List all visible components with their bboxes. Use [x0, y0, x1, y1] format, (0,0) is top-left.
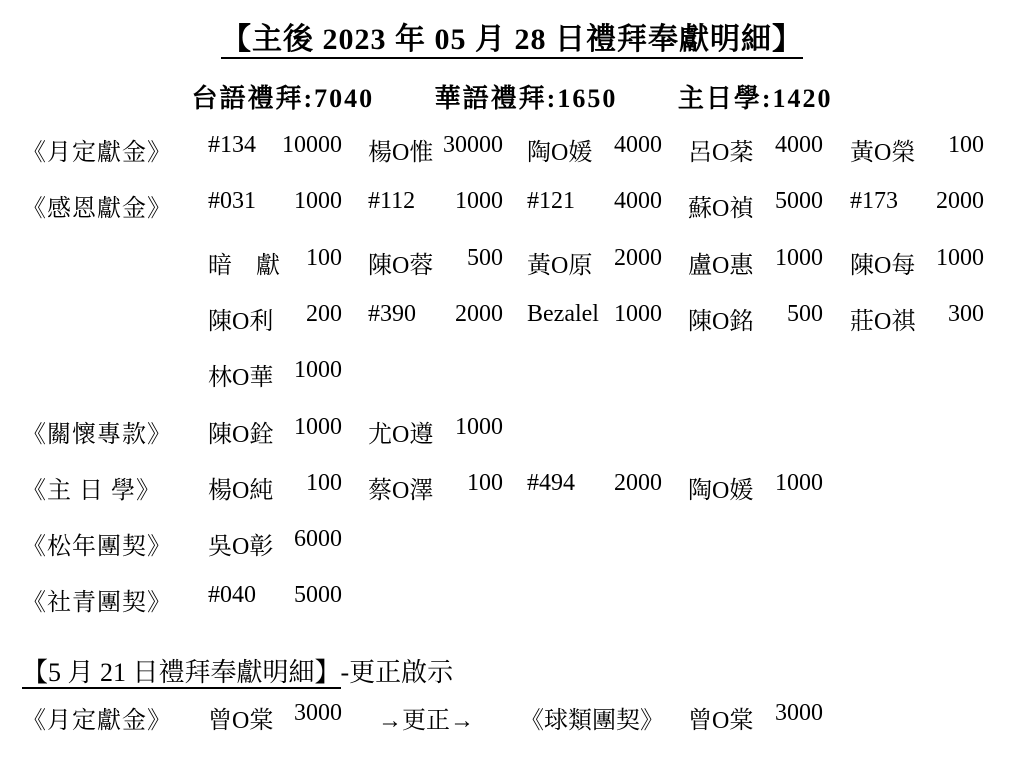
donation-amount: 2000 [455, 301, 503, 327]
donor-name: Bezalel [527, 301, 599, 327]
donor-name: #390 [368, 301, 416, 327]
service-summary [0, 78, 1024, 115]
donation-amount: 4000 [614, 132, 662, 158]
donation-amount: 5000 [294, 582, 342, 608]
donation-amount: 100 [948, 132, 984, 158]
offering-row [0, 357, 1024, 397]
donation-amount: 200 [306, 301, 342, 327]
correction-from-category: 《月定獻金》 [22, 708, 172, 734]
donation-amount: 100 [467, 470, 503, 496]
donation-amount: 1000 [614, 301, 662, 327]
donation-amount: 1000 [294, 357, 342, 383]
correction-from-name: 曾O棠 [208, 708, 274, 734]
donation-amount: 1000 [936, 245, 984, 271]
donor-name: 陳O利 [208, 309, 274, 335]
donor-name: 暗 獻 [208, 253, 280, 279]
donation-amount: 4000 [614, 188, 662, 214]
offering-row [0, 132, 1024, 172]
donation-amount: 6000 [294, 526, 342, 552]
donation-amount: 300 [948, 301, 984, 327]
donation-amount: 1000 [294, 188, 342, 214]
donation-amount: 1000 [294, 414, 342, 440]
donor-name: 楊O純 [208, 478, 274, 504]
donor-name: 陳O每 [850, 253, 916, 279]
summary-sunday-school: 主日學:1420 [677, 84, 833, 113]
correction-from-amount: 3000 [294, 700, 342, 726]
donation-amount: 2000 [614, 245, 662, 271]
category-label: 《社青團契》 [22, 590, 172, 616]
category-label: 《關懷專款》 [22, 422, 172, 448]
donor-name: 呂O棻 [688, 140, 754, 166]
summary-taiwanese-service: 台語禮拜:7040 [191, 84, 375, 113]
donor-name: #494 [527, 470, 575, 496]
offering-row [0, 188, 1024, 228]
category-label: 《松年團契》 [22, 534, 172, 560]
donor-name: #112 [368, 188, 416, 214]
correction-heading-title: 【5 月 21 日禮拜奉獻明細】 [22, 658, 341, 687]
donor-name: 陳O蓉 [368, 253, 434, 279]
donation-amount: 10000 [282, 132, 342, 158]
donation-amount: 30000 [443, 132, 503, 158]
donor-name: 黃O原 [527, 253, 593, 279]
document-title [0, 14, 1024, 58]
donation-amount: 1000 [455, 188, 503, 214]
category-label: 《月定獻金》 [22, 140, 172, 166]
correction-to-amount: 3000 [775, 700, 823, 726]
donation-amount: 100 [306, 470, 342, 496]
donation-amount: 5000 [775, 188, 823, 214]
correction-heading-suffix: -更正啟示 [340, 658, 454, 687]
donor-name: #173 [850, 188, 898, 214]
category-label: 《感恩獻金》 [22, 196, 172, 222]
donation-amount: 500 [787, 301, 823, 327]
donor-name: 陳O銓 [208, 422, 274, 448]
donor-name: #040 [208, 582, 256, 608]
donor-name: 陶O媛 [688, 478, 754, 504]
category-label: 《主 日 學》 [22, 478, 161, 504]
offering-row [0, 470, 1024, 510]
donor-name: 黃O榮 [850, 140, 916, 166]
donation-amount: 4000 [775, 132, 823, 158]
donation-amount: 500 [467, 245, 503, 271]
donor-name: #134 [208, 132, 256, 158]
donor-name: 林O華 [208, 365, 274, 391]
donor-name: 尤O遵 [368, 422, 434, 448]
donor-name: 楊O惟 [368, 140, 434, 166]
offering-row [0, 526, 1024, 566]
summary-mandarin-service: 華語禮拜:1650 [434, 84, 618, 113]
offering-row [0, 245, 1024, 285]
correction-to-name: 曾O棠 [688, 708, 754, 734]
donation-amount: 100 [306, 245, 342, 271]
donor-name: 陶O媛 [527, 140, 593, 166]
donor-name: #031 [208, 188, 256, 214]
donation-amount: 1000 [455, 414, 503, 440]
offering-row [0, 414, 1024, 454]
donor-name: 蔡O澤 [368, 478, 434, 504]
donation-amount: 1000 [775, 245, 823, 271]
donor-name: 盧O惠 [688, 253, 754, 279]
donor-name: 陳O銘 [688, 309, 754, 335]
donor-name: 吳O彰 [208, 534, 274, 560]
correction-arrow: →更正→ [378, 708, 474, 734]
correction-to-category: 《球類團契》 [520, 708, 664, 734]
correction-heading [22, 652, 453, 689]
offering-row [0, 301, 1024, 341]
document-title-text: 【主後 2023 年 05 月 28 日禮拜奉獻明細】 [221, 23, 803, 59]
correction-row [0, 700, 1024, 740]
donor-name: 蘇O禎 [688, 196, 754, 222]
donor-name: #121 [527, 188, 575, 214]
donation-amount: 2000 [936, 188, 984, 214]
donation-amount: 1000 [775, 470, 823, 496]
offering-row [0, 582, 1024, 622]
donor-name: 莊O祺 [850, 309, 916, 335]
donation-amount: 2000 [614, 470, 662, 496]
